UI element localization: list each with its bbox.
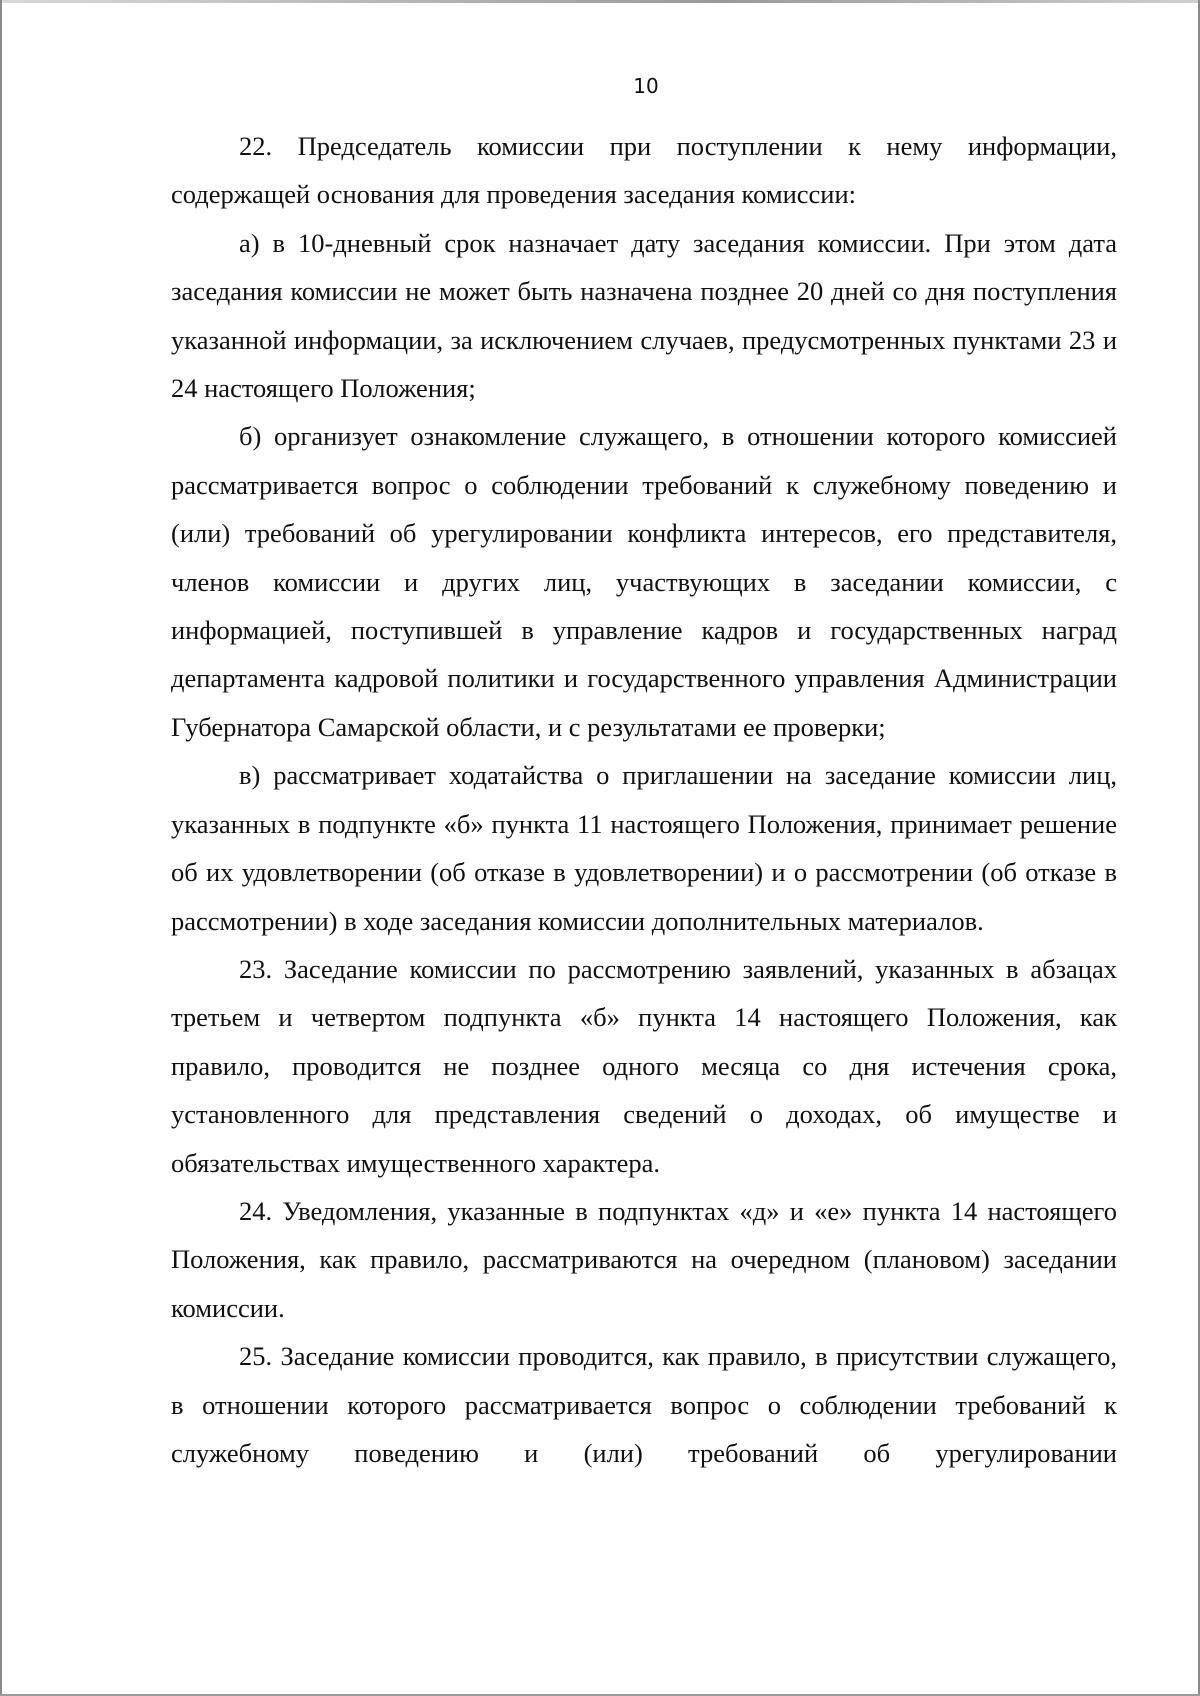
paragraph-22-a: а) в 10-дневный срок назначает дату заседания комиссии. При этом дата заседания комиссии не может быть назначена позднее 20 дней со дня поступления указанной информации, за исключением случаев, предусмотренных пунктами 23 и 24 настоящего Положения; bbox=[171, 227, 1117, 404]
paragraph-22: 22. Председатель комиссии при поступлении к нему информации, содержащей основания для проведения заседания комиссии: bbox=[171, 131, 1117, 210]
paragraph-25: 25. Заседание комиссии проводится, как правило, в присутствии служащего, в отношении которого рассматривается вопрос о соблюдении требований к служебному поведению и (или) требований об урегулировании bbox=[171, 1341, 1117, 1468]
paragraph-22-b: б) организует ознакомление служащего, в отношении которого комиссией рассматривается вопрос о соблюдении требований к служебному поведению и (или) требований об урегулировании конфликта интересов, его представителя, членов комиссии и других лиц, участвующих в заседании комиссии, с информацией, поступившей в управление кадров и государственных наград департамента кадровой политики и государственного управления Администрации Губернатора Самарской области, и с результатами ее проверки; bbox=[171, 421, 1117, 742]
paragraph-23: 23. Заседание комиссии по рассмотрению заявлений, указанных в абзацах третьем и четвертом подпункта «б» пункта 14 настоящего Положения, как правило, проводится не позднее одного месяца со дня истечения срока, установленного для представления сведений о доходах, об имуществе и обязательствах имущественного характера. bbox=[171, 953, 1117, 1178]
paragraph-24: 24. Уведомления, указанные в подпунктах «д» и «е» пункта 14 настоящего Положения, как правило, рассматриваются на очередном (плановом) заседании комиссии. bbox=[171, 1195, 1117, 1323]
scan-edge-left bbox=[0, 0, 2, 1696]
document-body bbox=[171, 122, 1117, 1477]
page-number: 10 bbox=[633, 74, 659, 98]
paragraph-22-v: в) рассматривает ходатайства о приглашении на заседание комиссии лиц, указанных в подпункте «б» пункта 11 настоящего Положения, принимает решение об их удовлетворении (об отказе в удовлетворении) и о рассмотрении (об отказе в рассмотрении) в ходе заседания комиссии дополнительных материалов. bbox=[171, 760, 1117, 936]
scan-edge-top bbox=[0, 0, 1200, 3]
